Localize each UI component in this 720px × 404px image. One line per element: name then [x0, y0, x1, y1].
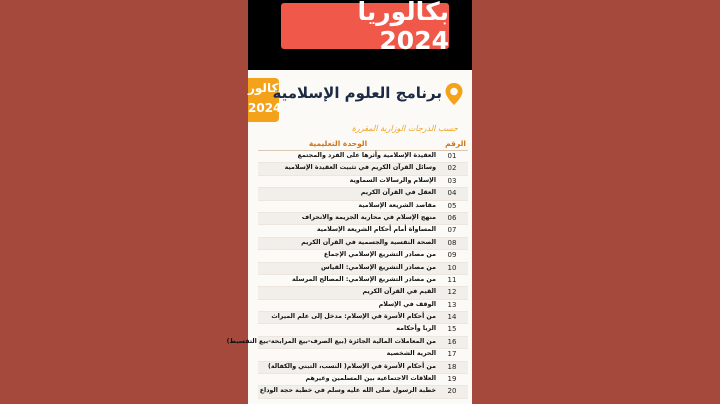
row-title: الحرية الشخصية: [386, 350, 436, 358]
table-row: [258, 250, 468, 262]
row-number: 09: [447, 251, 457, 260]
row-number: 06: [447, 213, 457, 222]
row-title: من أحكام الأسرة في الإسلام( النسب، التبني والكفالة): [268, 362, 436, 370]
row-title: الوقف في الإسلام: [378, 300, 436, 308]
row-title: خطبة الرسول صلى الله عليه وسلم في خطبة حجة الوداع: [259, 387, 436, 395]
left-blur-panel: [0, 0, 248, 404]
table-row: [258, 349, 468, 361]
header-number: الرقم: [445, 139, 466, 148]
row-title: الصحة النفسية والجسمية في القرآن الكريم: [301, 238, 436, 246]
row-title: من مصادر التشريع الإسلامي: القياس: [320, 263, 436, 271]
map-pin-icon: [444, 82, 464, 106]
row-number: 03: [447, 176, 457, 185]
row-title: منهج الإسلام في محاربة الجريمة والانحراف: [301, 213, 436, 221]
table-row: [258, 163, 468, 175]
row-title: العقيدة الإسلامية وأثرها على الفرد والمجتمع: [297, 152, 436, 159]
row-number: 07: [447, 226, 457, 235]
row-number: 18: [447, 362, 457, 371]
table-row: [258, 188, 468, 200]
row-number: 02: [447, 164, 457, 173]
units-table: [226, 151, 468, 399]
top-black-band: [248, 0, 472, 70]
row-number: 13: [447, 300, 457, 309]
row-title: العلاقات الاجتماعية بين المسلمين وغيرهم: [305, 375, 436, 383]
table-row: [258, 300, 468, 312]
row-title: مقاصد الشريعة الإسلامية: [358, 201, 436, 209]
table-row: [258, 324, 468, 336]
table-row: [258, 312, 468, 324]
row-number: 04: [447, 189, 457, 198]
row-title: القيم في القرآن الكريم: [362, 288, 436, 296]
table-row: [258, 225, 468, 237]
row-number: 20: [447, 387, 457, 396]
document-subtitle: حسب الدرجات الوزارية المقررة: [351, 124, 458, 133]
row-title: المساواة أمام أحكام الشريعة الإسلامية: [316, 226, 436, 234]
table-row: [258, 362, 468, 374]
row-title: الإسلام والرسالات السماوية: [349, 176, 436, 184]
center-content: [226, 0, 472, 404]
row-title: الربا وأحكامه: [396, 325, 436, 333]
table-row: [258, 287, 468, 299]
row-number: 11: [447, 275, 457, 284]
table-row: [258, 176, 468, 188]
bac-banner: بكالوريا 2024: [281, 3, 449, 49]
program-document: [226, 70, 472, 404]
table-row: [258, 275, 468, 287]
table-row: [258, 263, 468, 275]
row-number: 05: [447, 201, 457, 210]
row-number: 16: [447, 337, 457, 346]
year-tab-line2: 2024: [248, 101, 282, 115]
year-tab-line1: بكالور: [248, 81, 283, 95]
document-title: برنامج العلوم الإسلامية: [272, 84, 442, 102]
header-unit: الوحدة التعليمية: [308, 139, 368, 148]
table-row: [258, 386, 468, 398]
row-number: 14: [447, 313, 457, 322]
row-title: وسائل القرآن الكريم في تثبيت العقيدة الإسلامية: [284, 164, 436, 172]
row-title: من أحكام الأسرة في الإسلام: مدخل إلى علم الميراث: [271, 313, 436, 321]
table-row: [226, 337, 468, 349]
table-row: [258, 213, 468, 225]
row-number: 15: [447, 325, 457, 334]
row-title: من مصادر التشريع الإسلامي الإجماع: [323, 251, 436, 259]
row-title: من مصادر التشريع الإسلامي: المصالح المرسلة: [291, 275, 436, 283]
table-row: [258, 151, 468, 163]
row-number: 19: [447, 375, 457, 384]
right-blur-panel: [472, 0, 720, 404]
row-number: 08: [447, 238, 457, 247]
row-title: من المعاملات المالية الجائزة (بيع الصرف-بيع المرابحة-بيع التقسيط): [226, 337, 436, 345]
row-title: العقل في القرآن الكريم: [360, 189, 436, 197]
table-row: [258, 374, 468, 386]
table-row: [258, 238, 468, 250]
row-number: 10: [447, 263, 457, 272]
row-number: 17: [447, 350, 457, 359]
table-row: [258, 201, 468, 213]
row-number: 01: [447, 152, 457, 160]
row-number: 12: [447, 288, 457, 297]
